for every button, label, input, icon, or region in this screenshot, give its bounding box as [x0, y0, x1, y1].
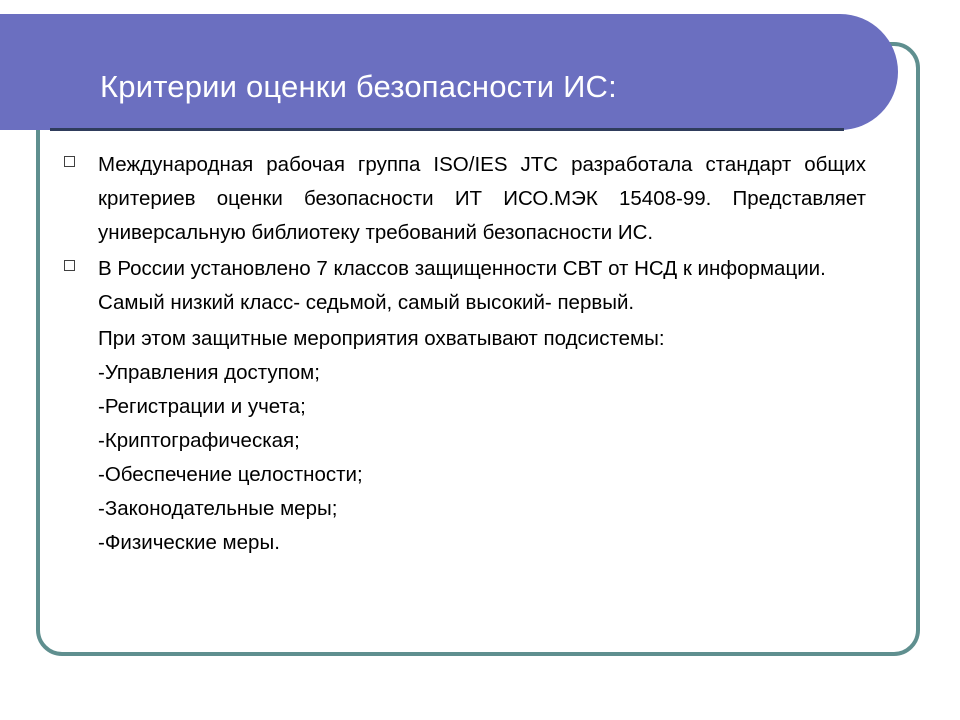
- sub-list-item: -Регистрации и учета;: [98, 395, 306, 418]
- slide-content: [56, 148, 866, 560]
- page-title: Критерии оценки безопасности ИС:: [100, 69, 617, 104]
- square-bullet-icon: [64, 156, 75, 167]
- sub-list-item: При этом защитные мероприятия охватывают подсистемы:: [98, 327, 665, 350]
- list-item: [56, 148, 866, 250]
- sub-list-item: -Управления доступом;: [98, 361, 320, 384]
- list-item: [56, 252, 866, 320]
- sub-list-item: -Криптографическая;: [98, 429, 300, 452]
- square-bullet-icon: [64, 260, 75, 271]
- sub-list: [56, 322, 866, 560]
- list-item-text: В России установлено 7 классов защищенности СВТ от НСД к информации. Самый низкий класс- седьмой, самый высокий- первый.: [98, 257, 826, 314]
- sub-list-item: -Обеспечение целостности;: [98, 463, 363, 486]
- title-divider: [50, 128, 844, 131]
- sub-list-item: -Физические меры.: [98, 531, 280, 554]
- list-item-text: Международная рабочая группа ISO/IES JTC разработала стандарт общих критериев оценки безопасности ИТ ИСО.МЭК 15408-99. Представляет универсальную библиотеку требований безопасности ИС.: [98, 153, 866, 244]
- sub-list-item: -Законодательные меры;: [98, 497, 338, 520]
